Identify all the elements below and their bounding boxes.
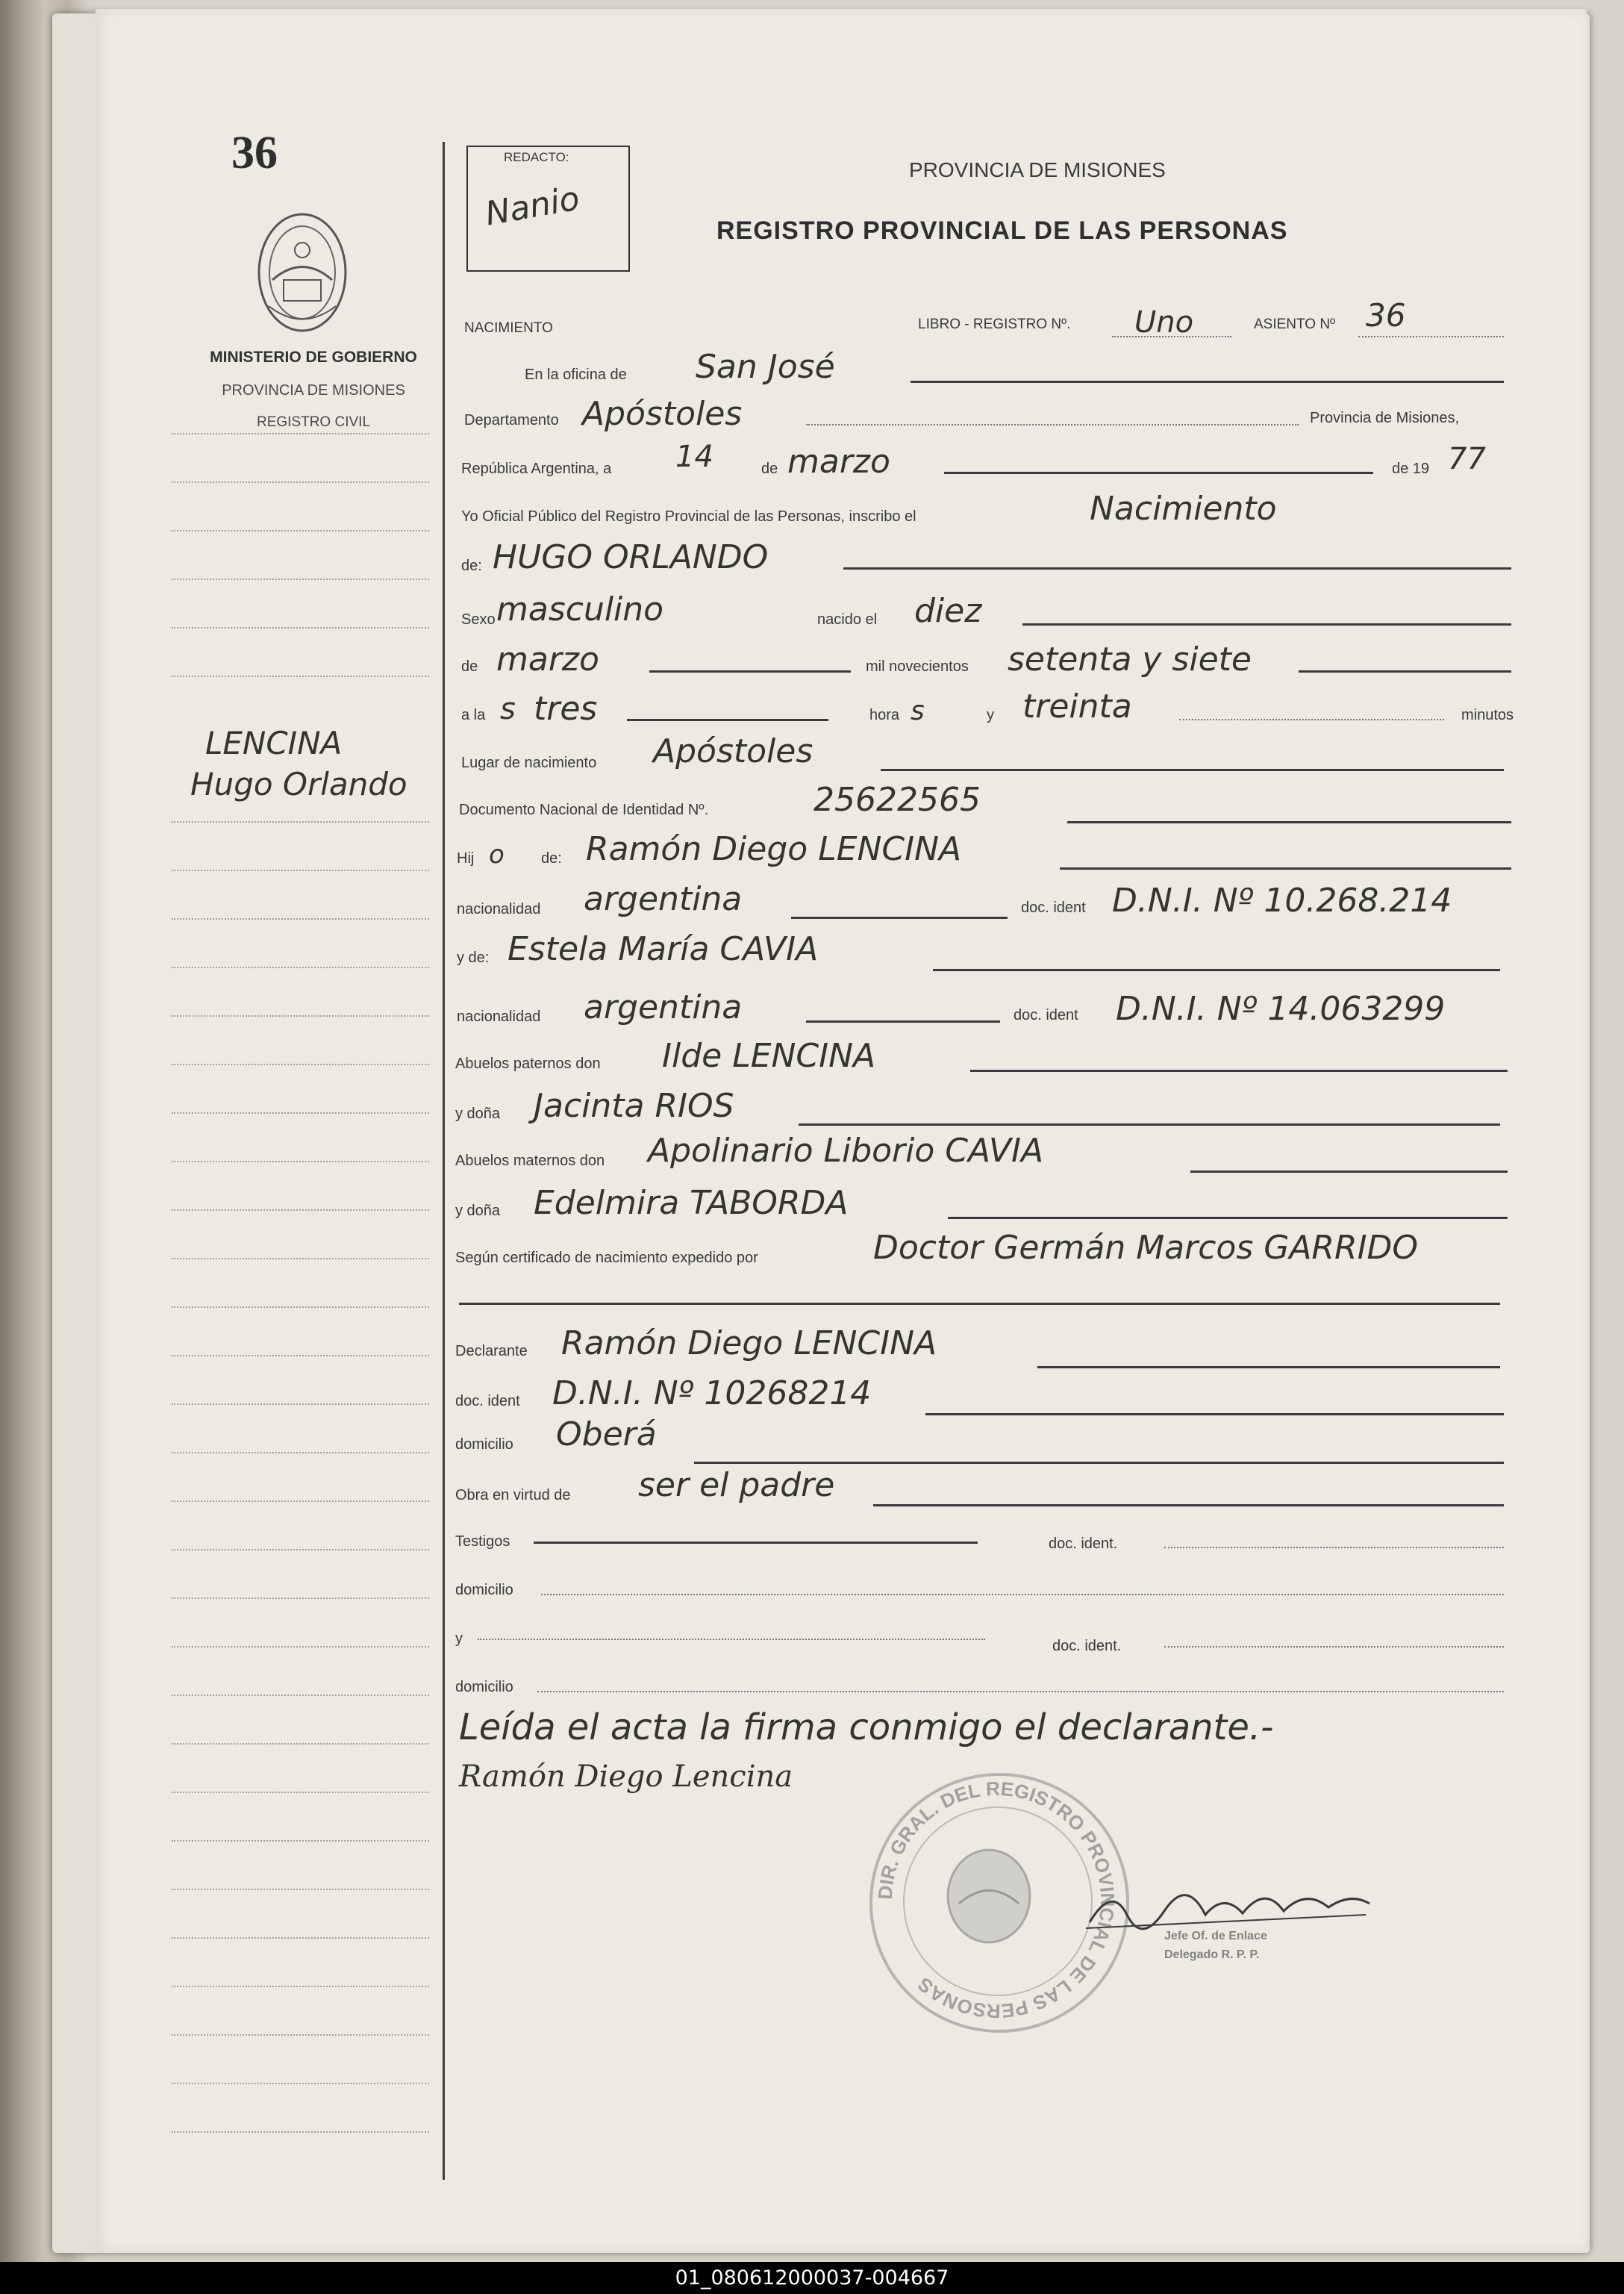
mil-line bbox=[1299, 670, 1511, 673]
dni-label: Documento Nacional de Identidad Nº. bbox=[459, 802, 709, 818]
margin-ruled-line bbox=[172, 1500, 429, 1502]
margin-ruled-line bbox=[172, 1792, 429, 1793]
test-dom2-label: domicilio bbox=[455, 1679, 513, 1695]
closing-note: Leída el acta la firma conmigo el declarante.- bbox=[459, 1707, 1274, 1748]
doc2-value: D.N.I. Nº 14.063299 bbox=[1116, 990, 1446, 1028]
mother-line bbox=[933, 969, 1500, 971]
hour-value: tres bbox=[534, 690, 598, 728]
certificado-line2 bbox=[459, 1303, 1500, 1305]
minutes-line bbox=[1179, 719, 1444, 720]
de-year-label: de 19 bbox=[1392, 461, 1430, 477]
y-dona2-label: y doña bbox=[455, 1203, 501, 1219]
margin-ruled-line bbox=[172, 1355, 429, 1356]
margin-ruled-line bbox=[172, 870, 429, 871]
test-doc-line bbox=[1164, 1547, 1504, 1548]
y2-line bbox=[478, 1639, 985, 1640]
minutes-value: treinta bbox=[1022, 688, 1132, 726]
nac1-line bbox=[791, 917, 1008, 919]
abuela-mat-line bbox=[948, 1217, 1508, 1219]
abuelo-pat-line bbox=[970, 1070, 1508, 1072]
republica-label: República Argentina, a bbox=[461, 461, 612, 477]
doc1-value: D.N.I. Nº 10.268.214 bbox=[1112, 882, 1452, 920]
nac2-label: nacionalidad bbox=[457, 1009, 541, 1025]
nac2-line bbox=[806, 1020, 1000, 1023]
test-dom-line bbox=[541, 1594, 1504, 1595]
nac1-label: nacionalidad bbox=[457, 901, 541, 917]
stamp-text: DIR. GRAL. DEL REGISTRO PROVINCIAL DE LAS PERSONAS bbox=[873, 1777, 1119, 2023]
margin-ruled-line bbox=[172, 1549, 429, 1550]
abuelos-pat-label: Abuelos paternos don bbox=[455, 1056, 601, 1072]
libro-label: LIBRO - REGISTRO Nº. bbox=[918, 317, 1071, 332]
ministry-registry: REGISTRO CIVIL bbox=[256, 414, 371, 430]
father-value: Ramón Diego LENCINA bbox=[586, 830, 962, 868]
abuelo-mat-value: Apolinario Liborio CAVIA bbox=[648, 1132, 1044, 1170]
month2-value: marzo bbox=[496, 640, 599, 679]
domicilio-value: Oberá bbox=[556, 1415, 657, 1453]
margin-ruled-line bbox=[172, 1452, 429, 1453]
test-doc-label: doc. ident. bbox=[1049, 1536, 1118, 1552]
margin-ruled-line bbox=[172, 579, 429, 580]
margin-ruled-line bbox=[172, 1209, 429, 1211]
margin-ruled-line bbox=[172, 1889, 429, 1890]
year-value: 77 bbox=[1448, 442, 1486, 476]
domicilio-line bbox=[694, 1462, 1504, 1464]
obra-label: Obra en virtud de bbox=[455, 1487, 571, 1503]
libro-line bbox=[1112, 336, 1231, 337]
departamento-value: Apóstoles bbox=[582, 395, 743, 433]
file-caption: 01_080612000037-004667 bbox=[0, 2262, 1624, 2294]
margin-ruled-line bbox=[172, 1986, 429, 1987]
margin-ruled-line bbox=[172, 821, 429, 823]
ministry-seal-icon bbox=[254, 209, 351, 336]
month-line bbox=[944, 472, 1373, 474]
day-value: 14 bbox=[675, 440, 713, 474]
sexo-value: masculino bbox=[496, 590, 664, 629]
margin-ruled-line bbox=[172, 1646, 429, 1648]
testigos-label: Testigos bbox=[455, 1533, 510, 1550]
margin-ruled-line bbox=[172, 433, 429, 434]
lugar-label: Lugar de nacimiento bbox=[461, 755, 597, 771]
departamento-label: Departamento bbox=[464, 412, 559, 428]
provincia-label: Provincia de Misiones, bbox=[1310, 410, 1460, 426]
test-dom2-line bbox=[537, 1691, 1504, 1692]
hijo-suffix: o bbox=[489, 840, 505, 870]
hijo-de-label: de: bbox=[541, 850, 562, 867]
domicilio-label: domicilio bbox=[455, 1436, 513, 1453]
obra-value: ser el padre bbox=[638, 1466, 835, 1504]
declarante-line bbox=[1037, 1366, 1500, 1368]
abuelo-mat-line bbox=[1190, 1171, 1508, 1173]
declarante-label: Declarante bbox=[455, 1343, 528, 1359]
doc1-label: doc. ident bbox=[1021, 900, 1086, 916]
de-name-label: de: bbox=[461, 558, 482, 574]
dni-line bbox=[1067, 821, 1511, 823]
decl-doc-value: D.N.I. Nº 10268214 bbox=[552, 1374, 872, 1412]
dni-value: 25622565 bbox=[813, 781, 981, 819]
y-dona1-label: y doña bbox=[455, 1106, 501, 1122]
inscribo-value: Nacimiento bbox=[1090, 490, 1277, 528]
minutos-label: minutos bbox=[1461, 707, 1514, 723]
margin-ruled-line bbox=[172, 967, 429, 968]
margin-ruled-line bbox=[172, 1306, 429, 1308]
y-label: y bbox=[987, 707, 994, 723]
doc2-label: doc. ident bbox=[1014, 1007, 1078, 1023]
margin-ruled-line bbox=[172, 2083, 429, 2084]
page-number: 36 bbox=[231, 128, 278, 178]
lugar-value: Apóstoles bbox=[653, 732, 813, 770]
mil-label: mil novecientos bbox=[866, 658, 969, 675]
header-title: REGISTRO PROVINCIAL DE LAS PERSONAS bbox=[716, 216, 1288, 245]
decl-doc-line bbox=[925, 1413, 1504, 1415]
a-las-label: a la bbox=[461, 707, 486, 723]
margin-ruled-line bbox=[172, 530, 429, 532]
a-las-suffix: s bbox=[500, 692, 516, 726]
margin-rule bbox=[443, 142, 445, 2180]
de-month2-label: de bbox=[461, 658, 478, 675]
redacto-label: REDACTO: bbox=[504, 150, 569, 164]
certificado-value: Doctor Germán Marcos GARRIDO bbox=[873, 1229, 1419, 1267]
month2-line bbox=[649, 670, 851, 673]
mother-value: Estela María CAVIA bbox=[508, 930, 819, 968]
margin-ruled-line bbox=[172, 1161, 429, 1162]
de-label: de bbox=[761, 461, 778, 477]
lugar-line bbox=[881, 769, 1504, 771]
margin-note-names: Hugo Orlando bbox=[190, 766, 407, 802]
margin-ruled-line bbox=[172, 1937, 429, 1939]
horas-suffix: s bbox=[911, 696, 925, 726]
asiento-value: 36 bbox=[1366, 297, 1406, 334]
margin-ruled-line bbox=[172, 1258, 429, 1259]
margin-note-surname: LENCINA bbox=[205, 725, 343, 761]
nac2-value: argentina bbox=[584, 988, 743, 1026]
oficina-value: San José bbox=[696, 348, 835, 386]
margin-ruled-line bbox=[172, 1840, 429, 1842]
abuelos-mat-label: Abuelos maternos don bbox=[455, 1153, 605, 1169]
margin-ruled-line bbox=[172, 2131, 429, 2133]
asiento-line bbox=[1358, 336, 1504, 337]
obra-line bbox=[873, 1504, 1504, 1506]
oficina-label: En la oficina de bbox=[525, 367, 627, 383]
margin-ruled-line bbox=[172, 1403, 429, 1405]
ministry-province: PROVINCIA DE MISIONES bbox=[222, 382, 405, 399]
departamento-line bbox=[806, 424, 1299, 426]
abuela-mat-value: Edelmira TABORDA bbox=[534, 1184, 849, 1222]
name-value: HUGO ORLANDO bbox=[493, 538, 769, 576]
test-doc2-label: doc. ident. bbox=[1052, 1638, 1122, 1654]
margin-ruled-line bbox=[172, 1743, 429, 1745]
official-title-line1: Jefe Of. de Enlace bbox=[1164, 1930, 1267, 1942]
header-province: PROVINCIA DE MISIONES bbox=[909, 158, 1166, 181]
testigos-line bbox=[534, 1542, 978, 1544]
margin-ruled-line bbox=[172, 918, 429, 920]
abuela-pat-value: Jacinta RIOS bbox=[534, 1087, 734, 1125]
nacido-line bbox=[1022, 623, 1511, 626]
margin-ruled-line bbox=[172, 1598, 429, 1599]
hijo-label: Hij bbox=[457, 850, 475, 867]
test-doc2-line bbox=[1164, 1646, 1504, 1648]
nacido-value: diez bbox=[914, 592, 982, 630]
mil-value: setenta y siete bbox=[1008, 640, 1252, 679]
margin-ruled-line bbox=[172, 627, 429, 629]
declarante-value: Ramón Diego LENCINA bbox=[561, 1324, 937, 1362]
decl-doc-label: doc. ident bbox=[455, 1393, 520, 1409]
sexo-label: Sexo bbox=[461, 611, 496, 628]
abuela-pat-line bbox=[799, 1123, 1500, 1126]
name-line bbox=[843, 567, 1511, 570]
margin-ruled-line bbox=[172, 1064, 429, 1065]
ministry-name: MINISTERIO DE GOBIERNO bbox=[210, 349, 417, 366]
oficina-line bbox=[911, 381, 1504, 383]
inscribo-label: Yo Oficial Público del Registro Provincial de las Personas, inscribo el bbox=[461, 508, 916, 525]
y-de-label: y de: bbox=[457, 950, 490, 966]
margin-ruled-line bbox=[172, 676, 429, 677]
official-signature-icon bbox=[1082, 1870, 1381, 1937]
libro-value: Uno bbox=[1134, 305, 1194, 340]
official-title-line2: Delegado R. P. P. bbox=[1164, 1948, 1260, 1961]
y2-label: y bbox=[455, 1630, 463, 1647]
month-value: marzo bbox=[787, 443, 890, 481]
nacido-label: nacido el bbox=[817, 611, 878, 628]
abuelo-pat-value: Ilde LENCINA bbox=[662, 1037, 876, 1075]
nac1-value: argentina bbox=[584, 880, 743, 918]
margin-ruled-line bbox=[172, 1015, 429, 1017]
certificado-label: Según certificado de nacimiento expedido por bbox=[455, 1250, 758, 1266]
margin-ruled-line bbox=[172, 2034, 429, 2036]
horas-label: hora bbox=[869, 707, 900, 723]
hour-line bbox=[627, 719, 828, 721]
asiento-label: ASIENTO Nº bbox=[1254, 317, 1335, 332]
margin-ruled-line bbox=[172, 1112, 429, 1114]
declarant-signature: Ramón Diego Lencina bbox=[459, 1760, 793, 1794]
nacimiento-label: NACIMIENTO bbox=[464, 320, 553, 336]
margin-ruled-line bbox=[172, 1695, 429, 1696]
redacto-value: Nanio bbox=[482, 179, 583, 234]
margin-ruled-line bbox=[172, 481, 429, 483]
father-line bbox=[1060, 867, 1511, 870]
test-dom-label: domicilio bbox=[455, 1582, 513, 1598]
